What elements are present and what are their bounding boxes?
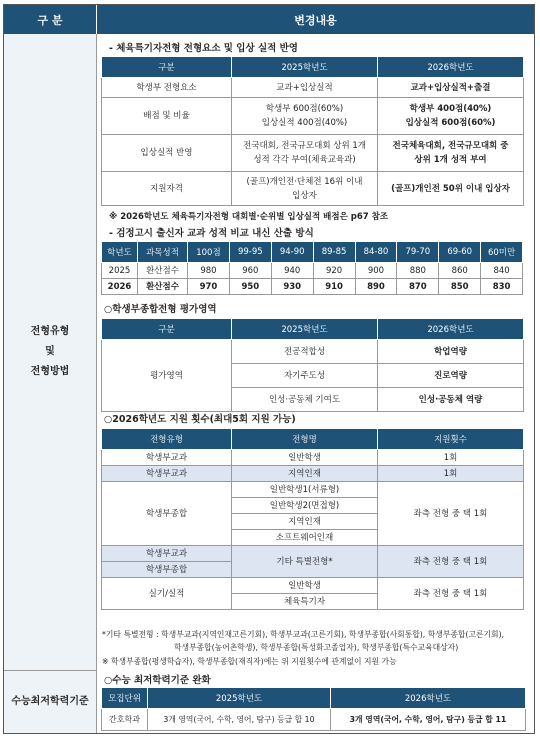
- table-cell: 850: [439, 279, 481, 295]
- table-cell: 970: [188, 279, 230, 295]
- row-count: 좌측 전형 중 택 1회: [378, 578, 524, 610]
- row-name: 지역인재: [232, 466, 378, 482]
- cell-2025: 전공적합성: [232, 340, 378, 364]
- table-cell: 980: [188, 263, 230, 279]
- row-label: 학생부 전형요소: [102, 78, 232, 98]
- row-count: 좌측 전형 중 택 1회: [378, 546, 524, 578]
- cell-2026: 학업역량: [378, 340, 524, 364]
- col-header: 99-95: [229, 242, 271, 263]
- table-cell: 940: [271, 263, 313, 279]
- col-header: 모집단위: [102, 688, 148, 709]
- unit-cell: 간호학과: [102, 709, 148, 731]
- row-name: 지역인재: [232, 514, 378, 530]
- section-title-csat: ○수능 최저학력기준 완화: [104, 675, 211, 686]
- section-title-ged: - 검정고시 출신자 교과 성적 비교 내신 산출 방식: [109, 228, 314, 239]
- col-header: 2026학년도: [331, 688, 526, 709]
- table-cell: 860: [439, 263, 481, 279]
- athlete-note: ※ 2026학년도 체육특기자전형 대회별·순위별 입상실적 배점은 p67 참조: [109, 212, 389, 222]
- section-title-evaluation: ○학생부종합전형 평가영역: [104, 304, 217, 315]
- cell-2026: (골프)개인전 50위 이내 입상자: [378, 172, 524, 206]
- row-type: 학생부교과: [102, 466, 232, 482]
- table-cell: 960: [229, 263, 271, 279]
- row-type: 학생부교과: [102, 450, 232, 466]
- table-cell: 환산점수: [138, 279, 188, 295]
- ged-table: [101, 241, 523, 295]
- document-table: [3, 4, 535, 734]
- cell-2026: 전국체육대회, 전국규모대회 중 상위 1개 성적 부여: [378, 135, 524, 172]
- cell-2025: 학생부 600점(60%) 입상실적 400점(40%): [232, 98, 378, 135]
- cell-2025: (골프)개인전·단체전 16위 이내 입상자: [232, 172, 378, 206]
- row-count: 1회: [378, 450, 524, 466]
- col-header: 100점: [188, 242, 230, 263]
- header-category: 구 분: [4, 5, 97, 34]
- table-cell: 950: [229, 279, 271, 295]
- col-header: 2025학년도: [232, 319, 378, 340]
- col-header: 구분: [102, 57, 232, 78]
- table-cell: 870: [397, 279, 439, 295]
- section-title-applications: ○2026학년도 지원 횟수(최대5회 지원 가능): [104, 414, 296, 425]
- table-cell: 900: [355, 263, 397, 279]
- cell-2026: 학생부 400점(40%) 입상실적 600점(60%): [378, 98, 524, 135]
- table-cell: 840: [481, 263, 523, 279]
- row-label: 평가영역: [102, 340, 232, 412]
- col-header: 2026학년도: [378, 57, 524, 78]
- row-type: 학생부교과: [102, 546, 232, 562]
- evaluation-table: [101, 318, 524, 412]
- table-cell: 830: [481, 279, 523, 295]
- table-cell: 930: [271, 279, 313, 295]
- row-type: 학생부종합: [102, 482, 232, 546]
- col-header: 전형유형: [102, 429, 232, 450]
- row-label: 배점 및 비율: [102, 98, 232, 135]
- row-name: 일반학생: [232, 450, 378, 466]
- table-cell: 920: [313, 263, 355, 279]
- col-header: 79-70: [397, 242, 439, 263]
- row-label: 지원자격: [102, 172, 232, 206]
- col-header: 60미만: [481, 242, 523, 263]
- cell-2025: 전국대회, 전국규모대회 상위 1개 성적 각각 부여(체육교육과): [232, 135, 378, 172]
- col-header: 2025학년도: [148, 688, 331, 709]
- col-header: 지원횟수: [378, 429, 524, 450]
- table-cell: 880: [397, 263, 439, 279]
- csat-table: [101, 687, 526, 731]
- special-note-3: ※ 학생부종합(평생학습자), 학생부종합(재직자)에는 위 지원횟수에 관계없이 지원 가능: [102, 657, 397, 666]
- row-name: 기타 특별전형*: [232, 546, 378, 578]
- cell-2026: 교과+입상실적+출결: [378, 78, 524, 98]
- row-name: 일반학생2(면접형): [232, 498, 378, 514]
- row-count: 1회: [378, 466, 524, 482]
- row-name: 일반학생1(서류형): [232, 482, 378, 498]
- cell-2025: 인성·공동체 기여도: [232, 388, 378, 412]
- col-header: 학년도: [102, 242, 138, 263]
- col-header: 2026학년도: [378, 319, 524, 340]
- col-header: 구분: [102, 319, 232, 340]
- cell-2025: 3개 영역(국어, 수학, 영어, 탐구) 등급 합 10: [148, 709, 331, 731]
- col-header: 2025학년도: [232, 57, 378, 78]
- table-cell: 890: [355, 279, 397, 295]
- table-cell: 2025: [102, 263, 138, 279]
- col-header: 전형명: [232, 429, 378, 450]
- applications-table: [101, 428, 524, 610]
- row-type: 학생부종합: [102, 562, 232, 578]
- category-admission-type: 전형유형 및 전형방법: [4, 34, 97, 671]
- category-csat-minimum: 수능최저학력기준: [4, 671, 97, 733]
- cell-2026: 3개 영역(국어, 수학, 영어, 탐구) 등급 합 11: [331, 709, 526, 731]
- col-header: 94-90: [271, 242, 313, 263]
- row-name: 체육특기자: [232, 594, 378, 610]
- athlete-table: [101, 56, 524, 206]
- row-name: 일반학생: [232, 578, 378, 594]
- special-note-2: 학생부종합(농어촌학생), 학생부종합(특성화고졸업자), 학생부종합(특수교육대상자): [174, 643, 459, 652]
- cell-2026: 진로역량: [378, 364, 524, 388]
- section-title-athlete: - 체육특기자전형 전형요소 및 입상 실적 반영: [109, 43, 298, 54]
- col-header: 69-60: [439, 242, 481, 263]
- special-note-1: *기타 특별전형 : 학생부교과(지역인재고른기회), 학생부교과(고른기회), 학생부종합(사회통합), 학생부종합(고른기회),: [102, 630, 505, 639]
- table-cell: 910: [313, 279, 355, 295]
- row-type: 실기/실적: [102, 578, 232, 610]
- cell-2025: 교과+입상실적: [232, 78, 378, 98]
- table-cell: 환산점수: [138, 263, 188, 279]
- cell-2025: 자기주도성: [232, 364, 378, 388]
- col-header: 89-85: [313, 242, 355, 263]
- row-label: 입상실적 반영: [102, 135, 232, 172]
- row-count: 좌측 전형 중 택 1회: [378, 482, 524, 546]
- row-name: 소프트웨어인재: [232, 530, 378, 546]
- col-header: 과목성적: [138, 242, 188, 263]
- header-changes: 변경내용: [97, 5, 534, 34]
- cell-2026: 인성·공동체 역량: [378, 388, 524, 412]
- table-cell: 2026: [102, 279, 138, 295]
- col-header: 84-80: [355, 242, 397, 263]
